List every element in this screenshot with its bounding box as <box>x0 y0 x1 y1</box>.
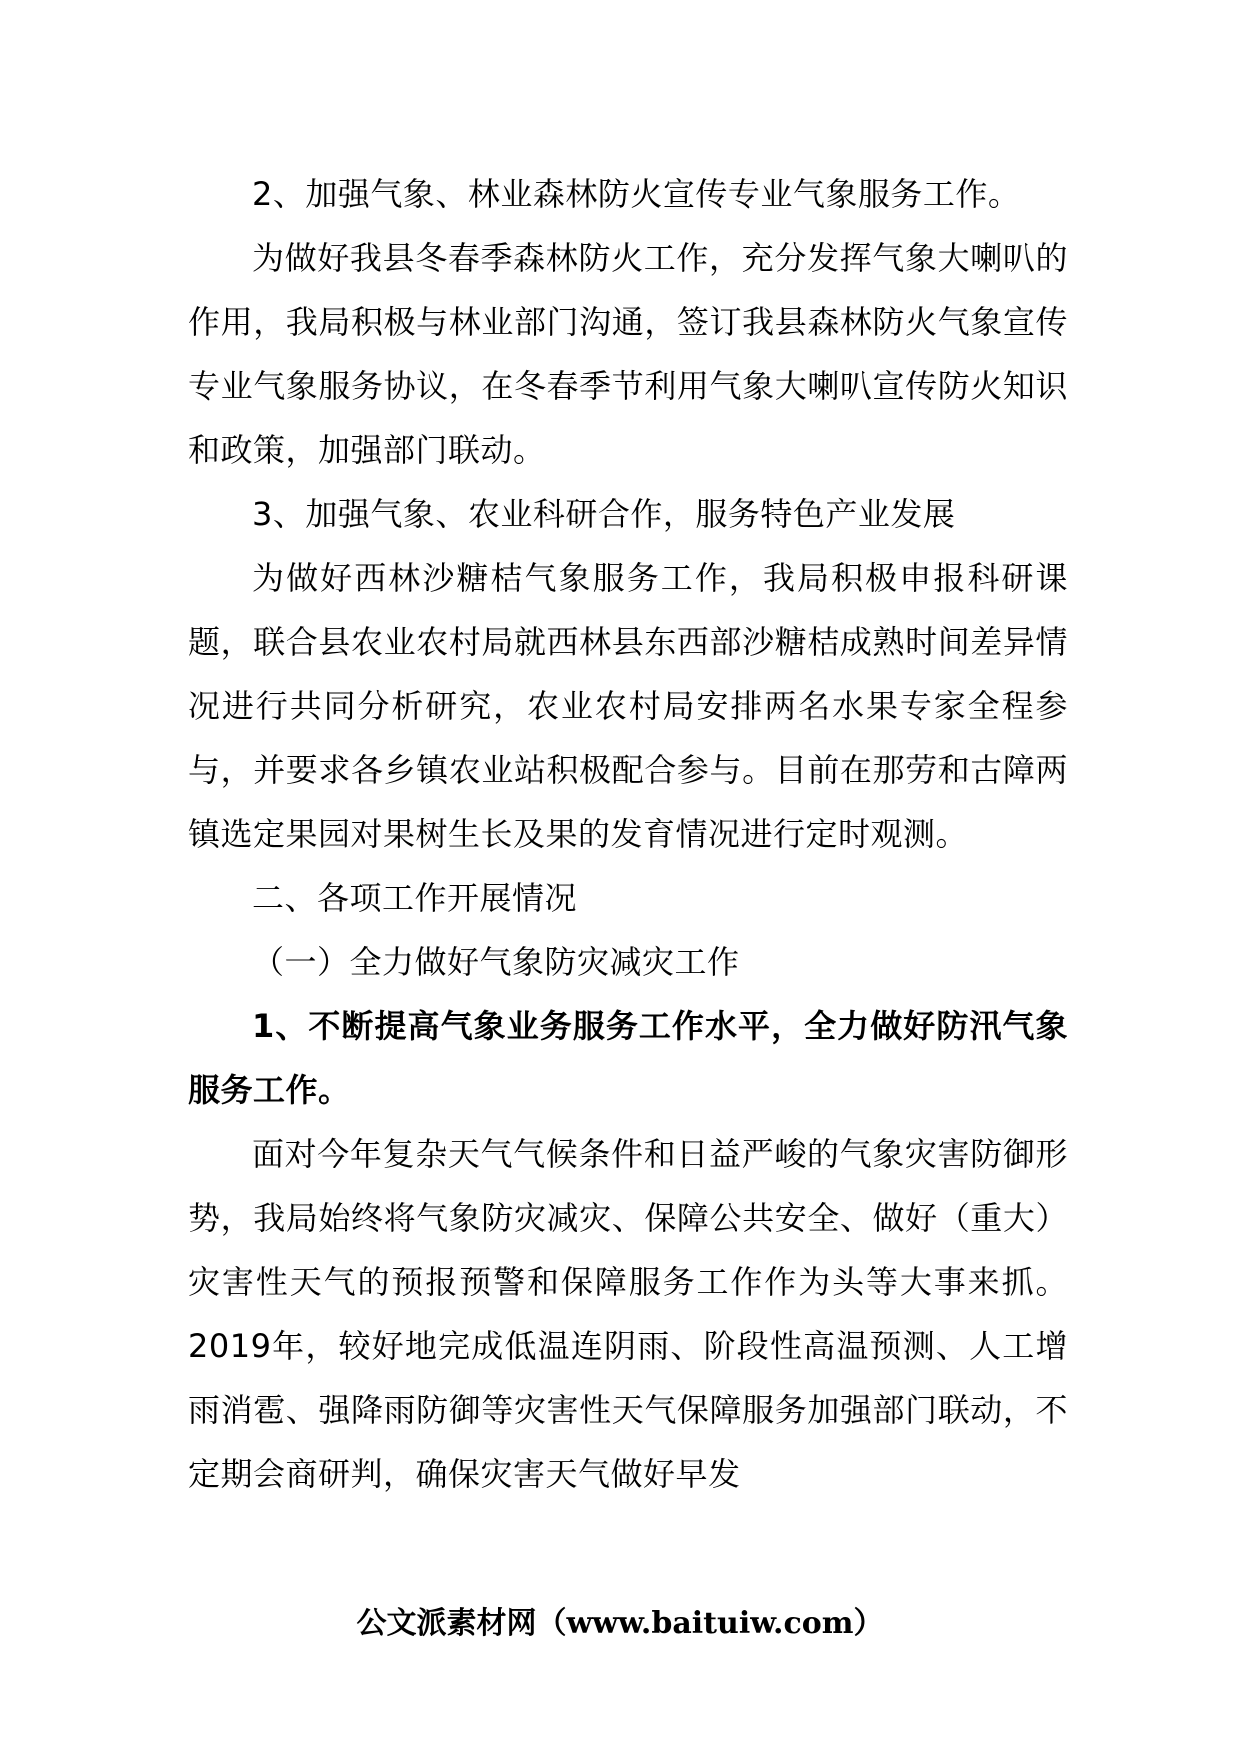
section-heading: 二、各项工作开展情况 <box>252 879 578 917</box>
document-body <box>188 162 1068 1506</box>
paragraph-4: 为做好西林沙糖桔气象服务工作，我局积极申报科研课题，联合县农业农村局就西林县东西部沙糖桔成熟时间差异情况进行共同分析研究，农业农村局安排两名水果专家全程参与，并要求各乡镇农业站积极配合参与。目前在那劳和古障两镇选定果园对果树生长及果的发育情况进行定时观测。 <box>188 559 1068 853</box>
footer-watermark: 公文派素材网（www.baituiw.com） <box>356 1606 884 1641</box>
bold-subheading: 1、不断提高气象业务服务工作水平，全力做好防汛气象服务工作。 <box>188 1007 1068 1109</box>
paragraph-2: 为做好我县冬春季森林防火工作，充分发挥气象大喇叭的作用，我局积极与林业部门沟通，签订我县森林防火气象宣传专业气象服务协议，在冬春季节利用气象大喇叭宣传防火知识和政策，加强部门联动。 <box>188 239 1068 469</box>
subsection-heading: （一）全力做好气象防灾减灾工作 <box>252 943 740 981</box>
paragraph-1: 2、加强气象、林业森林防火宣传专业气象服务工作。 <box>252 175 1021 213</box>
paragraph-3: 3、加强气象、农业科研合作，服务特色产业发展 <box>252 495 956 533</box>
paragraph-8: 面对今年复杂天气气候条件和日益严峻的气象灾害防御形势，我局始终将气象防灾减灾、保障公共安全、做好（重大）灾害性天气的预报预警和保障服务工作作为头等大事来抓。2019年，较好地完成低温连阴雨、阶段性高温预测、人工增雨消雹、强降雨防御等灾害性天气保障服务加强部门联动，不定期会商研判，确保灾害天气做好早发 <box>188 1135 1068 1493</box>
